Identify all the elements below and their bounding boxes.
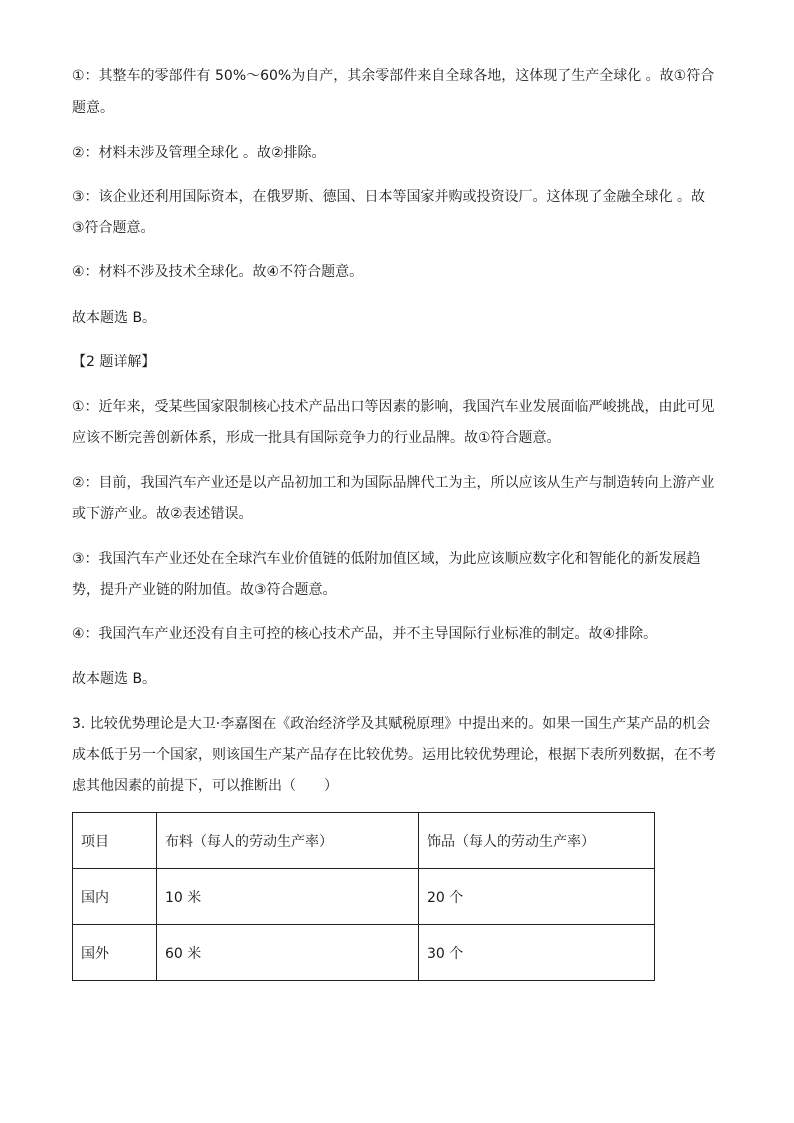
table-cell: 国内: [73, 869, 157, 925]
q2-item3-line2: 势，提升产业链的附加值。故③符合题意。: [72, 582, 337, 598]
q1-item2: ②：材料未涉及管理全球化 。故②排除。: [72, 145, 326, 161]
table-cell: 30 个: [419, 925, 655, 981]
table-header-cell: 布料（每人的劳动生产率）: [157, 813, 419, 869]
q1-item1-line1: ①：其整车的零部件有 50%～60%为自产，其余零部件来自全球各地，这体现了生产全球化 。故①符合: [72, 68, 715, 84]
q1-item3-line2: ③符合题意。: [72, 220, 155, 236]
table-cell: 10 米: [157, 869, 419, 925]
table-cell: 国外: [73, 925, 157, 981]
q2-item4: ④：我国汽车产业还没有自主可控的核心技术产品，并不主导国际行业标准的制定。故④排除。: [72, 626, 658, 642]
table-row: [73, 869, 655, 925]
q2-item2-line1: ②：目前，我国汽车产业还是以产品初加工和为国际品牌代工为主，所以应该从生产与制造转向上游产业: [72, 475, 715, 491]
q3-stem-line1: 3. 比较优势理论是大卫·李嘉图在《政治经济学及其赋税原理》中提出来的。如果一国生产某产品的机会: [72, 716, 711, 732]
q2-heading: 【2 题详解】: [72, 354, 156, 370]
q2-item1-line1: ①：近年来，受某些国家限制核心技术产品出口等因素的影响，我国汽车业发展面临严峻挑战，由此可见: [72, 399, 715, 415]
q3-stem-line3: 虑其他因素的前提下，可以推断出（ ）: [72, 778, 338, 794]
table-cell: 60 米: [157, 925, 419, 981]
table-header-row: [73, 813, 655, 869]
q2-item3-line1: ③：我国汽车产业还处在全球汽车业价值链的低附加值区域，为此应该顺应数字化和智能化的新发展趋: [72, 551, 701, 567]
q1-conclusion: 故本题选 B。: [72, 310, 157, 326]
q1-item3-line1: ③：该企业还利用国际资本，在俄罗斯、德国、日本等国家并购或投资设厂。这体现了金融全球化 。故: [72, 189, 705, 205]
q3-stem-line2: 成本低于另一个国家，则该国生产某产品存在比较优势。运用比较优势理论，根据下表所列数据，在不考: [72, 747, 716, 763]
productivity-table: [72, 812, 655, 981]
q2-item2-line2: 或下游产业。故②表述错误。: [72, 506, 253, 522]
table-cell: 20 个: [419, 869, 655, 925]
table-header-cell: 饰品（每人的劳动生产率）: [419, 813, 655, 869]
table-row: [73, 925, 655, 981]
q1-item1-line2: 题意。: [72, 100, 114, 116]
q1-item4: ④：材料不涉及技术全球化。故④不符合题意。: [72, 264, 364, 280]
table-header-cell: 项目: [73, 813, 157, 869]
q2-conclusion: 故本题选 B。: [72, 671, 157, 687]
q2-item1-line2: 应该不断完善创新体系，形成一批具有国际竞争力的行业品牌。故①符合题意。: [72, 430, 561, 446]
